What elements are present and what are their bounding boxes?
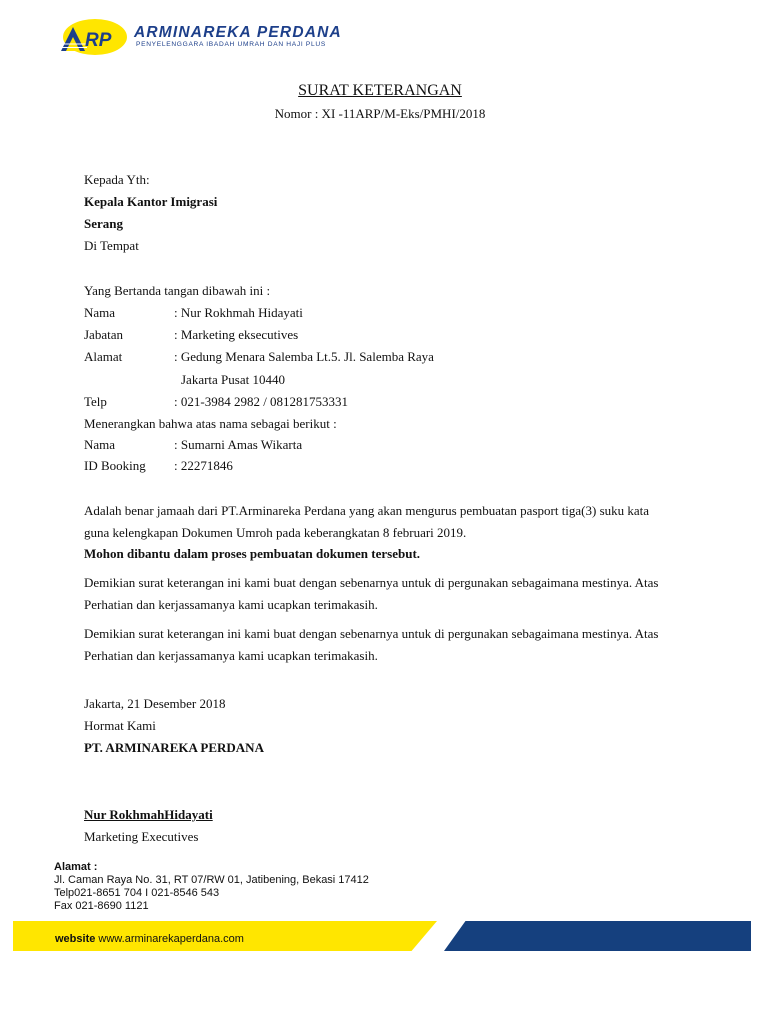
footer-address-heading: Alamat : [54, 861, 98, 873]
statement-line: Menerangkan bahwa atas nama sebagai berikut : [84, 416, 337, 431]
signer-address-value: : Gedung Menara Salemba Lt.5. Jl. Salemba Raya [174, 349, 434, 364]
recipient-city: Serang [84, 216, 123, 231]
letter-number: Nomor : XI -11ARP/M-Eks/PMHI/2018 [274, 106, 486, 121]
signer-address-label: Alamat [84, 349, 123, 364]
footer-band-blue [444, 921, 751, 951]
letterhead [0, 0, 768, 62]
footer-fax-line: Fax 021-8690 1121 [54, 900, 149, 912]
closing-company: PT. ARMINAREKA PERDANA [84, 740, 264, 755]
body-paragraph-2: Demikian surat keterangan ini kami buat dengan sebenarnya untuk di pergunakan sebagaimana mestinya. Atas Perhatian dan kerjassamanya kami ucapkan terimakasih. [84, 575, 659, 612]
body-paragraph-1-text: Adalah benar jamaah dari PT.Arminareka Perdana yang akan mengurus pembuatan pasport tiga(3) suku kata guna kelengkapan Dokumen Umroh pada keberangkatan 8 februari 2019. [84, 503, 650, 540]
signer-phone-row [84, 394, 348, 410]
signer-name-value: : Nur Rokhmah Hidayati [174, 305, 303, 320]
subject-name-row [84, 437, 302, 453]
signer-address-row [84, 349, 434, 365]
subject-name-value: : Sumarni Amas Wikarta [174, 437, 303, 452]
footer-website [55, 933, 244, 945]
signer-address-value-2: Jakarta Pusat 10440 [181, 372, 285, 387]
closing-signer-title: Marketing Executives [84, 829, 199, 844]
signer-phone-label: Telp [84, 394, 107, 409]
recipient-salutation: Kepada Yth: [84, 172, 150, 187]
svg-text:RP: RP [85, 30, 112, 51]
recipient-name: Kepala Kantor Imigrasi [84, 194, 218, 209]
footer-address-line: Jl. Caman Raya No. 31, RT 07/RW 01, Jatibening, Bekasi 17412 [54, 874, 369, 886]
subject-name-label: Nama [84, 437, 116, 452]
closing-place-date: Jakarta, 21 Desember 2018 [84, 696, 226, 711]
footer-address [54, 861, 369, 913]
signer-phone-value: : 021-3984 2982 / 081281753331 [174, 394, 349, 409]
footer-phone-line: Telp021-8651 704 I 021-8546 543 [54, 887, 220, 899]
closing-regards: Hormat Kami [84, 718, 156, 733]
recipient-place: Di Tempat [84, 238, 139, 253]
signer-name-row [84, 305, 303, 321]
company-name: ARMINAREKA PERDANA [134, 24, 342, 41]
subject-booking-row [84, 458, 233, 474]
subject-booking-value: : 22271846 [174, 458, 233, 473]
body-paragraph-1 [84, 500, 674, 565]
body-paragraph-3: Demikian surat keterangan ini kami buat dengan sebenarnya untuk di pergunakan sebagaimana mestinya. Atas Perhatian dan kerjassamanya kami ucapkan terimakasih. [84, 626, 659, 663]
signer-position-value: : Marketing eksecutives [174, 327, 299, 342]
letter-title: SURAT KETERANGAN [298, 82, 462, 99]
company-tagline: PENYELENGGARA IBADAH UMRAH DAN HAJI PLUS [136, 41, 326, 48]
signer-position-label: Jabatan [84, 327, 123, 342]
arp-logo-icon [55, 18, 127, 56]
signer-position-row [84, 327, 298, 343]
signer-name-label: Nama [84, 305, 116, 320]
footer-website-url[interactable]: www.arminarekaperdana.com [98, 933, 244, 945]
subject-booking-label: ID Booking [84, 458, 146, 473]
intro-line: Yang Bertanda tangan dibawah ini : [84, 283, 271, 298]
closing-signer-name: Nur RokhmahHidayati [84, 807, 213, 822]
body-paragraph-1-bold: Mohon dibantu dalam proses pembuatan dokumen tersebut. [84, 546, 421, 561]
footer-website-label: website [55, 933, 96, 945]
